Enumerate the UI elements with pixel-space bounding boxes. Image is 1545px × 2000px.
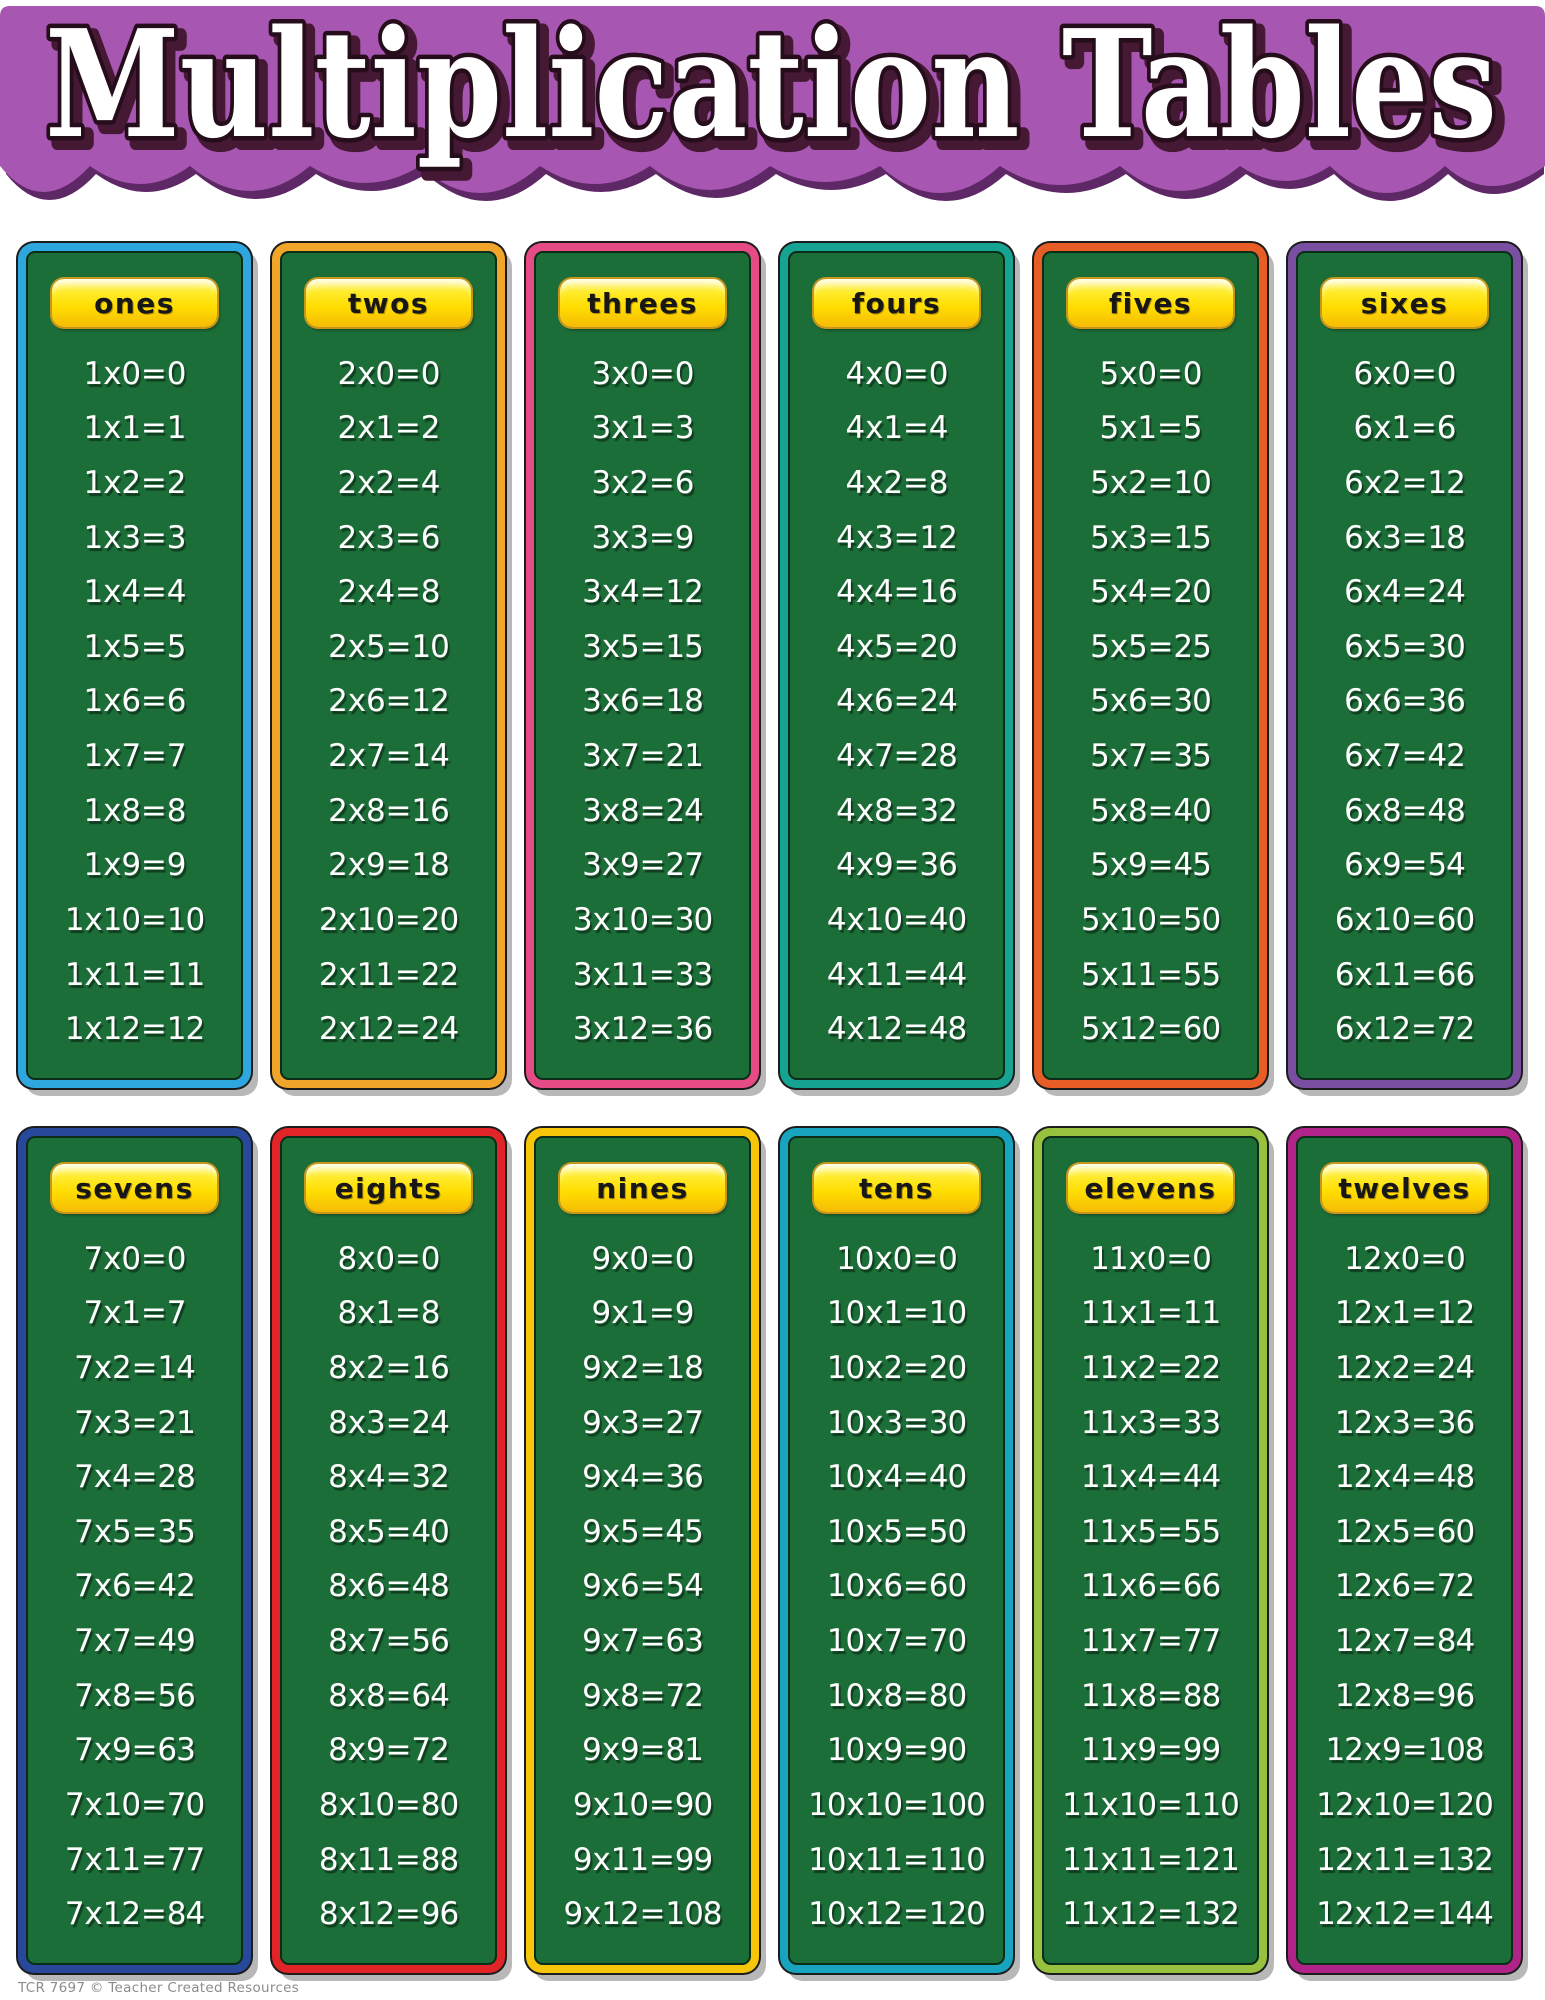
- table-label: fours: [851, 286, 942, 320]
- fact-line: 2 x 8 = 16: [328, 792, 449, 829]
- fact-line: 5 x 9 = 45: [1090, 847, 1211, 884]
- fact-line: 3 x 7 = 21: [582, 738, 703, 775]
- fact-line: 8 x 5 = 40: [328, 1513, 449, 1550]
- fact-line: 11 x 4 = 44: [1080, 1459, 1221, 1496]
- table-label-badge: [560, 1164, 725, 1212]
- fact-line: 2 x 3 = 6: [337, 519, 440, 556]
- fact-line: 3 x 12 = 36: [572, 1011, 713, 1048]
- fact-line: 4 x 2 = 8: [845, 464, 948, 501]
- title-banner: [0, 6, 1545, 231]
- fact-line: 9 x 12 = 108: [563, 1896, 722, 1933]
- fact-line: 6 x 3 = 18: [1344, 519, 1465, 556]
- table-card-nines: [526, 1128, 759, 1973]
- fact-line: 4 x 3 = 12: [836, 519, 957, 556]
- fact-line: 7 x 12 = 84: [64, 1896, 205, 1933]
- fact-line: 5 x 2 = 10: [1090, 464, 1211, 501]
- table-card-ones: [18, 243, 251, 1088]
- fact-line: 6 x 12 = 72: [1334, 1011, 1475, 1048]
- fact-line: 7 x 0 = 0: [83, 1240, 186, 1277]
- copyright-text: TCR 7697 © Teacher Created Resources: [18, 1980, 300, 1996]
- fact-line: 5 x 8 = 40: [1090, 792, 1211, 829]
- fact-line: 2 x 4 = 8: [337, 574, 440, 611]
- fact-line: 11 x 1 = 11: [1080, 1295, 1221, 1332]
- fact-line: 5 x 3 = 15: [1090, 519, 1211, 556]
- fact-line: 8 x 11 = 88: [318, 1841, 459, 1878]
- fact-line: 2 x 9 = 18: [328, 847, 449, 884]
- table-label-badge: [814, 1164, 979, 1212]
- fact-line: 2 x 5 = 10: [328, 628, 449, 665]
- table-card-twelves: [1288, 1128, 1521, 1973]
- fact-line: 4 x 12 = 48: [826, 1011, 967, 1048]
- fact-line: 9 x 3 = 27: [582, 1404, 703, 1441]
- chalkboard: [26, 1136, 243, 1965]
- fact-line: 4 x 6 = 24: [836, 683, 957, 720]
- fact-line: 8 x 10 = 80: [318, 1787, 459, 1824]
- fact-line: 10 x 0 = 0: [836, 1240, 957, 1277]
- facts-list: [534, 1216, 751, 1965]
- chalkboard: [534, 1136, 751, 1965]
- fact-line: 11 x 7 = 77: [1080, 1623, 1221, 1660]
- facts-list: [534, 331, 751, 1080]
- fact-line: 9 x 5 = 45: [582, 1513, 703, 1550]
- table-label: twelves: [1338, 1171, 1471, 1205]
- fact-line: 7 x 4 = 28: [74, 1459, 195, 1496]
- fact-line: 6 x 11 = 66: [1334, 956, 1475, 993]
- chalkboard: [1042, 251, 1259, 1080]
- fact-line: 8 x 6 = 48: [328, 1568, 449, 1605]
- fact-line: 1 x 7 = 7: [83, 738, 186, 775]
- fact-line: 4 x 11 = 44: [826, 956, 967, 993]
- table-label-badge: [306, 1164, 471, 1212]
- fact-line: 11 x 10 = 110: [1062, 1787, 1239, 1824]
- fact-line: 2 x 12 = 24: [318, 1011, 459, 1048]
- chalkboard: [1042, 1136, 1259, 1965]
- fact-line: 5 x 12 = 60: [1080, 1011, 1221, 1048]
- fact-line: 7 x 7 = 49: [74, 1623, 195, 1660]
- fact-line: 1 x 8 = 8: [83, 792, 186, 829]
- table-label-badge: [560, 279, 725, 327]
- fact-line: 3 x 10 = 30: [572, 902, 713, 939]
- fact-line: 1 x 6 = 6: [83, 683, 186, 720]
- table-label: elevens: [1084, 1171, 1217, 1205]
- table-card-sevens: [18, 1128, 251, 1973]
- facts-list: [1042, 331, 1259, 1080]
- fact-line: 7 x 9 = 63: [74, 1732, 195, 1769]
- fact-line: 1 x 2 = 2: [83, 464, 186, 501]
- fact-line: 11 x 12 = 132: [1062, 1896, 1239, 1933]
- fact-line: 11 x 3 = 33: [1080, 1404, 1221, 1441]
- table-label-badge: [52, 279, 217, 327]
- fact-line: 6 x 10 = 60: [1334, 902, 1475, 939]
- fact-line: 11 x 5 = 55: [1080, 1513, 1221, 1550]
- fact-line: 6 x 6 = 36: [1344, 683, 1465, 720]
- fact-line: 10 x 8 = 80: [826, 1677, 967, 1714]
- fact-line: 5 x 5 = 25: [1090, 628, 1211, 665]
- page-title-shadow: Multiplication Tables: [52, 6, 1504, 178]
- fact-line: 10 x 4 = 40: [826, 1459, 967, 1496]
- fact-line: 10 x 2 = 20: [826, 1349, 967, 1386]
- fact-line: 12 x 11 = 132: [1316, 1841, 1493, 1878]
- chalkboard: [280, 251, 497, 1080]
- chalkboard: [1296, 251, 1513, 1080]
- fact-line: 3 x 4 = 12: [582, 574, 703, 611]
- table-label: nines: [596, 1171, 689, 1205]
- fact-line: 9 x 11 = 99: [572, 1841, 713, 1878]
- fact-line: 4 x 5 = 20: [836, 628, 957, 665]
- fact-line: 6 x 9 = 54: [1344, 847, 1465, 884]
- fact-line: 6 x 2 = 12: [1344, 464, 1465, 501]
- fact-line: 9 x 9 = 81: [582, 1732, 703, 1769]
- fact-line: 9 x 7 = 63: [582, 1623, 703, 1660]
- fact-line: 7 x 6 = 42: [74, 1568, 195, 1605]
- chalkboard: [534, 251, 751, 1080]
- table-label-badge: [1322, 279, 1487, 327]
- fact-line: 3 x 1 = 3: [591, 410, 694, 447]
- fact-line: 3 x 11 = 33: [572, 956, 713, 993]
- fact-line: 11 x 8 = 88: [1080, 1677, 1221, 1714]
- fact-line: 10 x 9 = 90: [826, 1732, 967, 1769]
- fact-line: 2 x 7 = 14: [328, 738, 449, 775]
- fact-line: 9 x 4 = 36: [582, 1459, 703, 1496]
- fact-line: 12 x 7 = 84: [1334, 1623, 1475, 1660]
- fact-line: 3 x 8 = 24: [582, 792, 703, 829]
- fact-line: 8 x 12 = 96: [318, 1896, 459, 1933]
- table-card-sixes: [1288, 243, 1521, 1088]
- fact-line: 11 x 11 = 121: [1062, 1841, 1239, 1878]
- fact-line: 12 x 5 = 60: [1334, 1513, 1475, 1550]
- fact-line: 9 x 10 = 90: [572, 1787, 713, 1824]
- fact-line: 7 x 3 = 21: [74, 1404, 195, 1441]
- fact-line: 11 x 6 = 66: [1080, 1568, 1221, 1605]
- fact-line: 4 x 7 = 28: [836, 738, 957, 775]
- fact-line: 2 x 2 = 4: [337, 464, 440, 501]
- fact-line: 10 x 5 = 50: [826, 1513, 967, 1550]
- table-card-elevens: [1034, 1128, 1267, 1973]
- fact-line: 5 x 4 = 20: [1090, 574, 1211, 611]
- fact-line: 10 x 1 = 10: [826, 1295, 967, 1332]
- facts-list: [26, 1216, 243, 1965]
- fact-line: 9 x 1 = 9: [591, 1295, 694, 1332]
- fact-line: 5 x 6 = 30: [1090, 683, 1211, 720]
- fact-line: 6 x 1 = 6: [1353, 410, 1456, 447]
- fact-line: 3 x 6 = 18: [582, 683, 703, 720]
- chalkboard: [788, 251, 1005, 1080]
- fact-line: 3 x 3 = 9: [591, 519, 694, 556]
- table-label: sevens: [75, 1171, 194, 1205]
- fact-line: 8 x 7 = 56: [328, 1623, 449, 1660]
- chalkboard: [280, 1136, 497, 1965]
- table-card-twos: [272, 243, 505, 1088]
- chalkboard: [788, 1136, 1005, 1965]
- fact-line: 7 x 2 = 14: [74, 1349, 195, 1386]
- fact-line: 12 x 1 = 12: [1334, 1295, 1475, 1332]
- fact-line: 12 x 6 = 72: [1334, 1568, 1475, 1605]
- fact-line: 11 x 9 = 99: [1080, 1732, 1221, 1769]
- fact-line: 2 x 6 = 12: [328, 683, 449, 720]
- fact-line: 5 x 11 = 55: [1080, 956, 1221, 993]
- fact-line: 4 x 10 = 40: [826, 902, 967, 939]
- fact-line: 10 x 11 = 110: [808, 1841, 985, 1878]
- fact-line: 12 x 3 = 36: [1334, 1404, 1475, 1441]
- fact-line: 10 x 12 = 120: [808, 1896, 985, 1933]
- facts-list: [26, 331, 243, 1080]
- table-label-badge: [814, 279, 979, 327]
- fact-line: 12 x 8 = 96: [1334, 1677, 1475, 1714]
- facts-list: [1296, 331, 1513, 1080]
- fact-line: 8 x 1 = 8: [337, 1295, 440, 1332]
- table-card-fours: [780, 243, 1013, 1088]
- fact-line: 3 x 2 = 6: [591, 464, 694, 501]
- fact-line: 5 x 0 = 0: [1099, 355, 1202, 392]
- table-label-badge: [52, 1164, 217, 1212]
- fact-line: 1 x 3 = 3: [83, 519, 186, 556]
- fact-line: 1 x 11 = 11: [64, 956, 205, 993]
- table-label: tens: [859, 1171, 934, 1205]
- fact-line: 12 x 12 = 144: [1316, 1896, 1493, 1933]
- fact-line: 12 x 4 = 48: [1334, 1459, 1475, 1496]
- fact-line: 9 x 0 = 0: [591, 1240, 694, 1277]
- fact-line: 8 x 9 = 72: [328, 1732, 449, 1769]
- fact-line: 8 x 4 = 32: [328, 1459, 449, 1496]
- tables-grid: [18, 243, 1521, 1973]
- fact-line: 9 x 8 = 72: [582, 1677, 703, 1714]
- table-label-badge: [1068, 279, 1233, 327]
- table-label: eights: [334, 1171, 443, 1205]
- fact-line: 6 x 5 = 30: [1344, 628, 1465, 665]
- fact-line: 7 x 11 = 77: [64, 1841, 205, 1878]
- facts-list: [280, 1216, 497, 1965]
- table-label-badge: [306, 279, 471, 327]
- table-card-fives: [1034, 243, 1267, 1088]
- fact-line: 2 x 10 = 20: [318, 902, 459, 939]
- fact-line: 1 x 5 = 5: [83, 628, 186, 665]
- fact-line: 5 x 10 = 50: [1080, 902, 1221, 939]
- fact-line: 1 x 12 = 12: [64, 1011, 205, 1048]
- fact-line: 3 x 0 = 0: [591, 355, 694, 392]
- fact-line: 8 x 2 = 16: [328, 1349, 449, 1386]
- fact-line: 3 x 5 = 15: [582, 628, 703, 665]
- facts-list: [1042, 1216, 1259, 1965]
- table-label: twos: [347, 286, 430, 320]
- fact-line: 4 x 0 = 0: [845, 355, 948, 392]
- fact-line: 1 x 9 = 9: [83, 847, 186, 884]
- fact-line: 7 x 5 = 35: [74, 1513, 195, 1550]
- chalkboard: [26, 251, 243, 1080]
- table-label: ones: [94, 286, 175, 320]
- fact-line: 4 x 4 = 16: [836, 574, 957, 611]
- fact-line: 2 x 11 = 22: [318, 956, 459, 993]
- table-card-eights: [272, 1128, 505, 1973]
- fact-line: 2 x 1 = 2: [337, 410, 440, 447]
- fact-line: 6 x 4 = 24: [1344, 574, 1465, 611]
- fact-line: 2 x 0 = 0: [337, 355, 440, 392]
- fact-line: 10 x 7 = 70: [826, 1623, 967, 1660]
- fact-line: 6 x 0 = 0: [1353, 355, 1456, 392]
- fact-line: 1 x 1 = 1: [83, 410, 186, 447]
- facts-list: [280, 331, 497, 1080]
- fact-line: 8 x 8 = 64: [328, 1677, 449, 1714]
- fact-line: 10 x 10 = 100: [808, 1787, 985, 1824]
- fact-line: 7 x 8 = 56: [74, 1677, 195, 1714]
- fact-line: 4 x 1 = 4: [845, 410, 948, 447]
- table-label-badge: [1068, 1164, 1233, 1212]
- fact-line: 10 x 6 = 60: [826, 1568, 967, 1605]
- chalkboard: [1296, 1136, 1513, 1965]
- fact-line: 9 x 6 = 54: [582, 1568, 703, 1605]
- fact-line: 8 x 3 = 24: [328, 1404, 449, 1441]
- fact-line: 3 x 9 = 27: [582, 847, 703, 884]
- fact-line: 7 x 10 = 70: [64, 1787, 205, 1824]
- table-label: sixes: [1360, 286, 1449, 320]
- fact-line: 12 x 10 = 120: [1316, 1787, 1493, 1824]
- fact-line: 6 x 8 = 48: [1344, 792, 1465, 829]
- fact-line: 4 x 9 = 36: [836, 847, 957, 884]
- fact-line: 12 x 9 = 108: [1325, 1732, 1484, 1769]
- fact-line: 11 x 0 = 0: [1090, 1240, 1211, 1277]
- fact-line: 5 x 7 = 35: [1090, 738, 1211, 775]
- facts-list: [1296, 1216, 1513, 1965]
- fact-line: 8 x 0 = 0: [337, 1240, 440, 1277]
- fact-line: 1 x 0 = 0: [83, 355, 186, 392]
- fact-line: 12 x 0 = 0: [1344, 1240, 1465, 1277]
- page-title: Multiplication Tables: [45, 6, 1497, 171]
- fact-line: 11 x 2 = 22: [1080, 1349, 1221, 1386]
- facts-list: [788, 331, 1005, 1080]
- fact-line: 5 x 1 = 5: [1099, 410, 1202, 447]
- table-card-threes: [526, 243, 759, 1088]
- fact-line: 1 x 4 = 4: [83, 574, 186, 611]
- table-label: fives: [1108, 286, 1193, 320]
- fact-line: 6 x 7 = 42: [1344, 738, 1465, 775]
- table-card-tens: [780, 1128, 1013, 1973]
- fact-line: 4 x 8 = 32: [836, 792, 957, 829]
- fact-line: 12 x 2 = 24: [1334, 1349, 1475, 1386]
- fact-line: 1 x 10 = 10: [64, 902, 205, 939]
- fact-line: 9 x 2 = 18: [582, 1349, 703, 1386]
- fact-line: 7 x 1 = 7: [83, 1295, 186, 1332]
- facts-list: [788, 1216, 1005, 1965]
- banner-graphic: [0, 6, 1545, 231]
- fact-line: 10 x 3 = 30: [826, 1404, 967, 1441]
- table-label-badge: [1322, 1164, 1487, 1212]
- table-label: threes: [587, 286, 698, 320]
